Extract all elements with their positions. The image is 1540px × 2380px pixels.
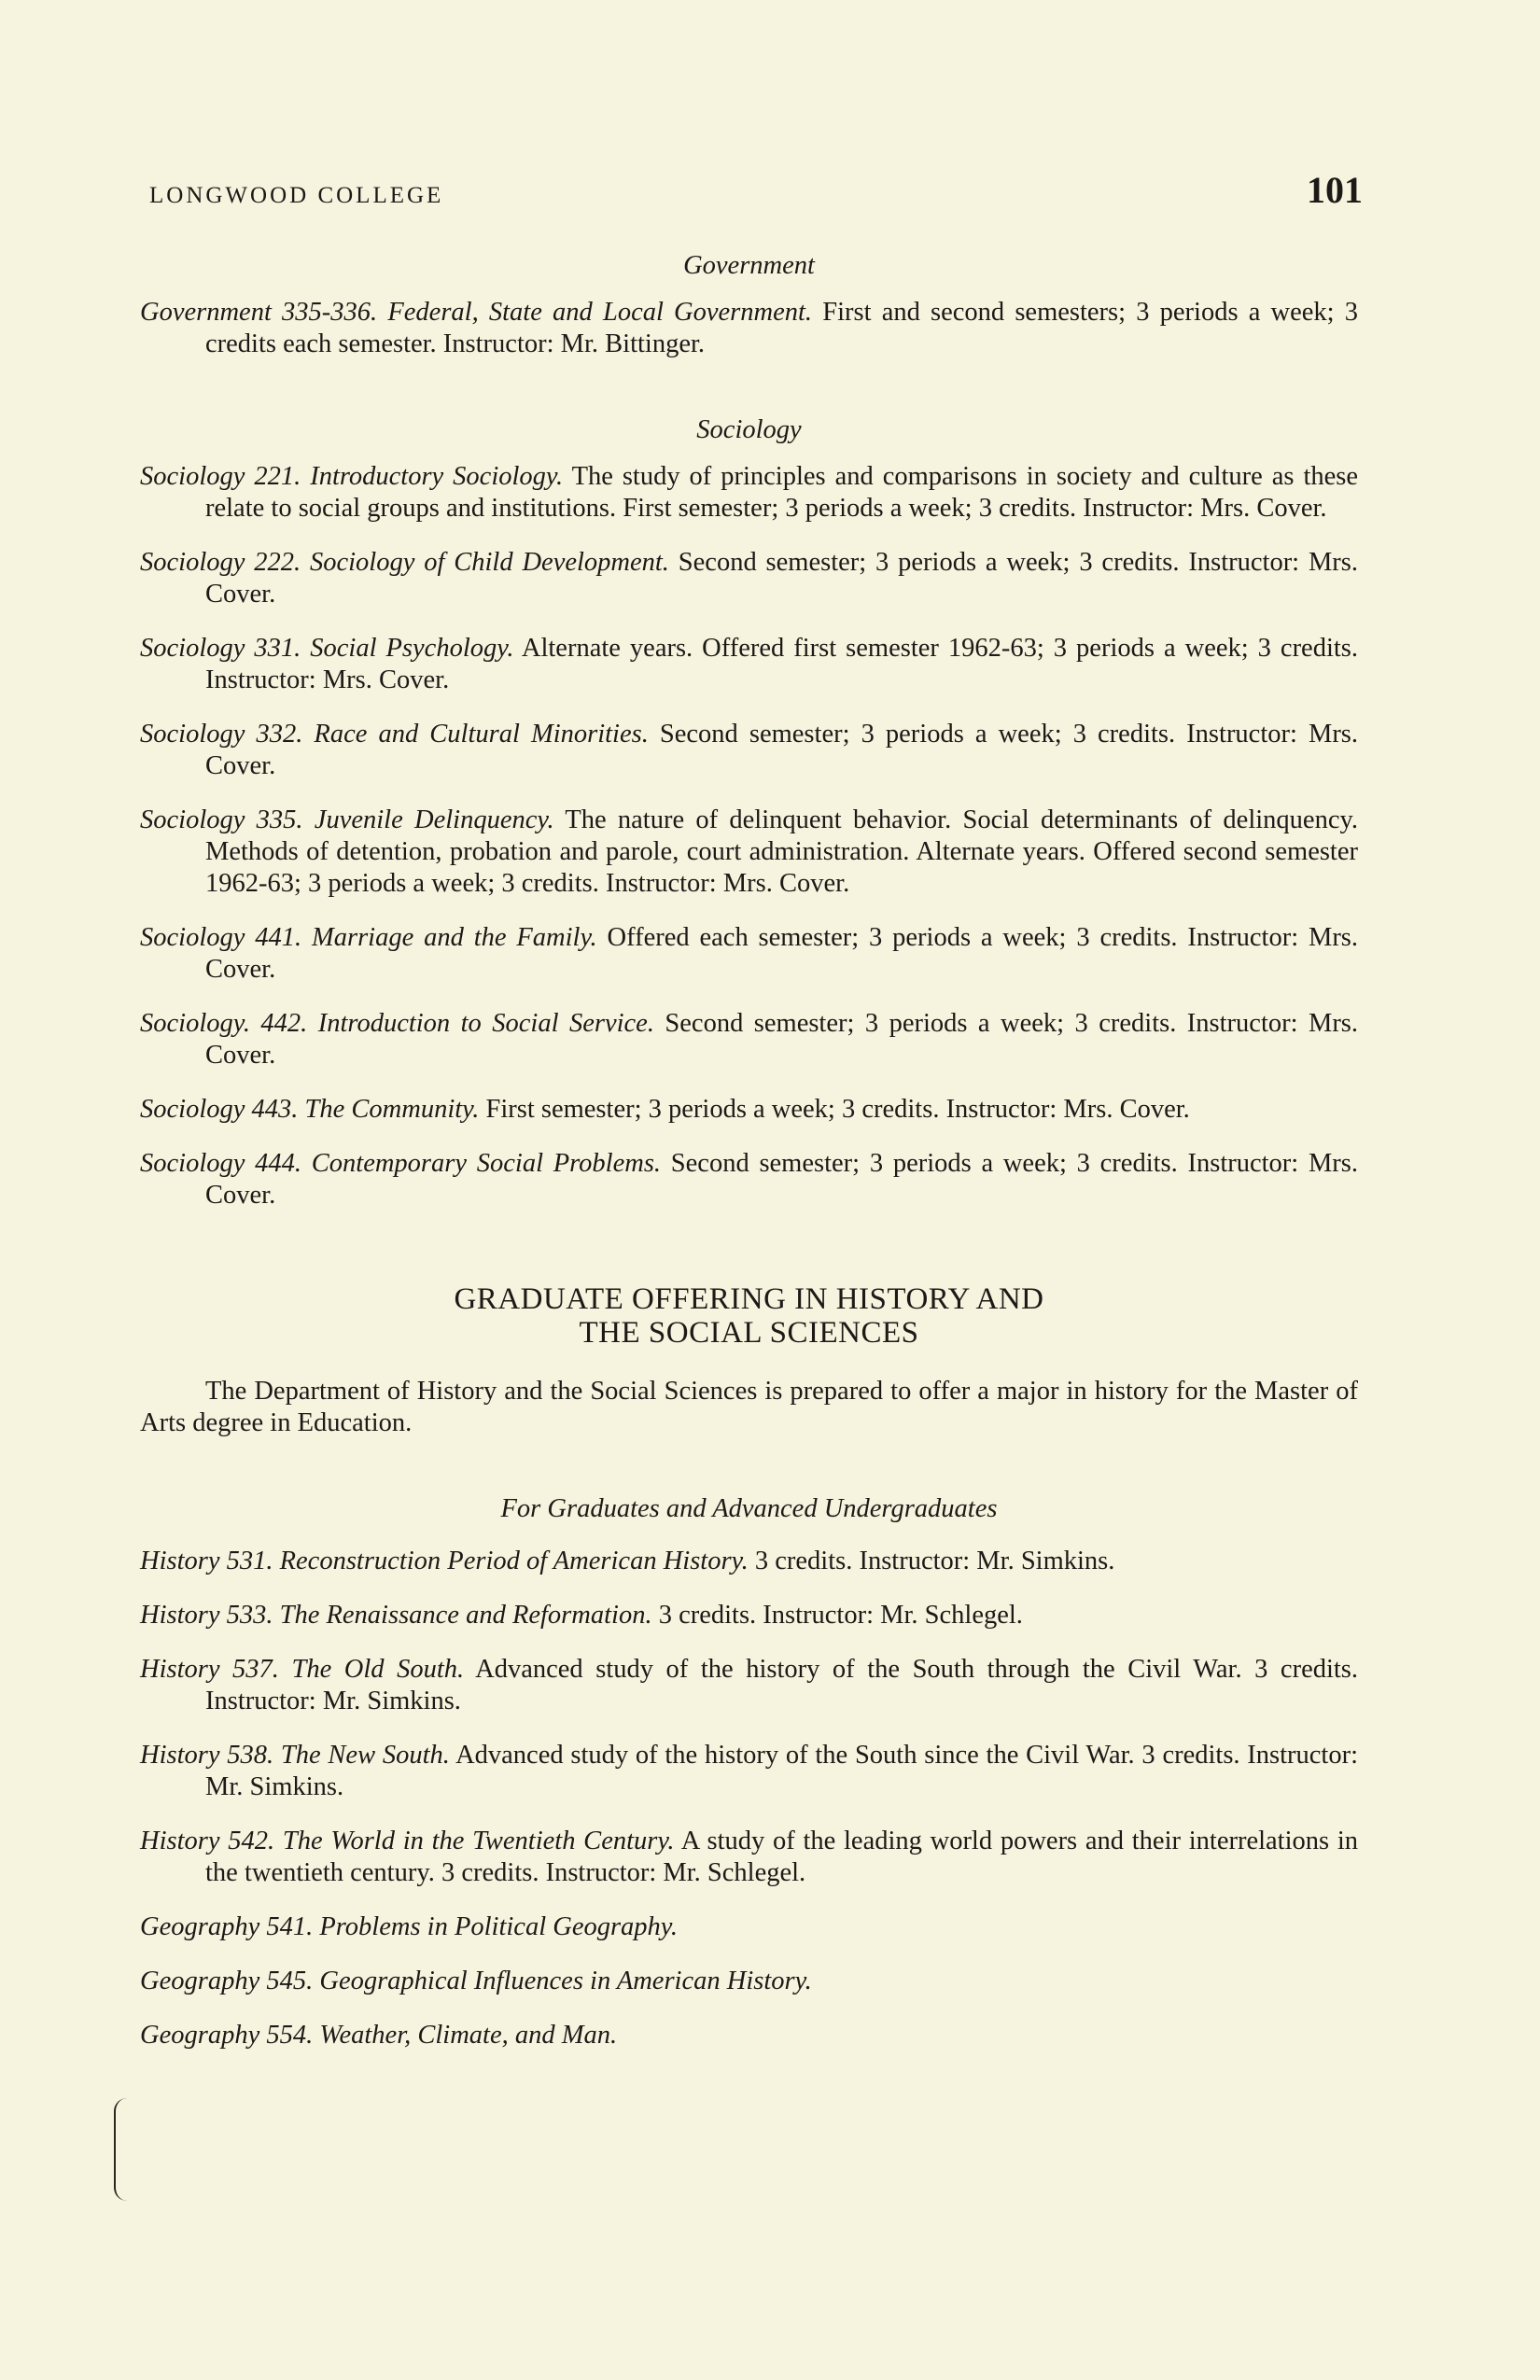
handwritten-brace-mark xyxy=(114,2098,133,2201)
course-entry xyxy=(140,2020,1358,2051)
course-code: Sociology 335. xyxy=(140,805,303,834)
college-name: LONGWOOD COLLEGE xyxy=(149,183,444,208)
course-title: Reconstruction Period of American History. xyxy=(279,1547,749,1575)
graduate-courses xyxy=(140,1546,1358,2051)
course-description: 3 credits. Instructor: Mr. Simkins. xyxy=(754,1547,1115,1575)
course-code: Sociology 222. xyxy=(140,548,301,577)
course-description: A study of the leading world powers and their interrelations in the twentieth century. 3 credits. Instructor: Mr. Schlegel. xyxy=(205,1827,1358,1887)
course-description: Alternate years. Offered first semester 1962-63; 3 periods a week; 3 credits. Instructor: Mrs. Cover. xyxy=(205,634,1359,694)
course-code: History 542. xyxy=(140,1827,275,1855)
course-entry xyxy=(140,719,1358,782)
course-title: Introductory Sociology. xyxy=(310,462,564,491)
course-entry xyxy=(140,1148,1358,1211)
course-entry xyxy=(140,1600,1358,1631)
course-entry xyxy=(140,1911,1358,1943)
course-description: Advanced study of the history of the South through the Civil War. 3 credits. Instructor: Mr. Simkins. xyxy=(205,1655,1359,1715)
running-head xyxy=(149,168,1363,212)
course-entry xyxy=(140,633,1358,696)
course-description: First and second semesters; 3 periods a week; 3 credits each semester. Instructor: Mr. Bittinger. xyxy=(205,298,1359,358)
course-code: Sociology 444. xyxy=(140,1149,302,1178)
course-code: Geography 541. xyxy=(140,1912,314,1941)
course-entry xyxy=(140,1654,1358,1717)
graduate-subheading: For Graduates and Advanced Undergraduates xyxy=(500,1494,998,1523)
course-entry xyxy=(140,1966,1358,1997)
course-title: The Renaissance and Reformation. xyxy=(279,1601,652,1630)
course-entry xyxy=(140,1740,1358,1803)
course-entry xyxy=(140,1826,1358,1889)
graduate-heading-line1: GRADUATE OFFERING IN HISTORY AND xyxy=(454,1282,1044,1316)
course-description: Advanced study of the history of the South since the Civil War. 3 credits. Instructor: Mr. Simkins. xyxy=(205,1741,1359,1801)
course-title: Race and Cultural Minorities. xyxy=(314,720,649,749)
course-code: Sociology 443. xyxy=(140,1095,299,1124)
course-title: Geographical Influences in American History. xyxy=(319,1967,812,1995)
course-title: Marriage and the Family. xyxy=(312,923,597,952)
course-title: Juvenile Delinquency. xyxy=(314,805,554,834)
page-number: 101 xyxy=(1307,169,1363,211)
course-entry xyxy=(140,297,1358,360)
course-title: Federal, State and Local Government. xyxy=(387,298,813,327)
course-description: Second semester; 3 periods a week; 3 credits. Instructor: Mrs. Cover. xyxy=(205,1149,1358,1210)
course-code: Government 335-336. xyxy=(140,298,378,327)
course-description: Second semester; 3 periods a week; 3 credits. Instructor: Mrs. Cover. xyxy=(205,548,1359,609)
course-description: 3 credits. Instructor: Mr. Schlegel. xyxy=(658,1601,1023,1630)
page-content xyxy=(140,250,1358,2051)
course-code: Sociology 221. xyxy=(140,462,301,491)
course-description: The nature of delinquent behavior. Social determinants of delinquency. Methods of detention, probation and parole, court administration. Alternate years. Offered second semester 1962-63; 3 periods a week; 3 credits. Instructor: Mrs. Cover. xyxy=(205,805,1358,898)
course-code: Sociology 441. xyxy=(140,923,302,952)
course-code: History 531. xyxy=(140,1547,273,1575)
section-heading-government: Government xyxy=(683,251,815,280)
course-title: Contemporary Social Problems. xyxy=(311,1149,662,1178)
course-title: Social Psychology. xyxy=(310,634,514,663)
course-code: History 538. xyxy=(140,1741,274,1770)
course-title: The World in the Twentieth Century. xyxy=(282,1827,675,1855)
course-title: The New South. xyxy=(280,1741,450,1770)
course-title: The Old South. xyxy=(291,1655,465,1684)
course-entry xyxy=(140,1094,1358,1126)
course-code: History 533. xyxy=(140,1601,273,1630)
graduate-heading-line2: THE SOCIAL SCIENCES xyxy=(579,1316,919,1350)
course-entry xyxy=(140,805,1358,900)
course-code: Sociology 332. xyxy=(140,720,303,749)
course-code: Sociology 331. xyxy=(140,634,301,663)
course-code: Sociology. 442. xyxy=(140,1009,308,1038)
course-title: Sociology of Child Development. xyxy=(309,548,669,577)
section-heading-sociology: Sociology xyxy=(696,415,802,444)
course-description: Second semester; 3 periods a week; 3 credits. Instructor: Mrs. Cover. xyxy=(205,720,1359,780)
graduate-heading xyxy=(140,1282,1358,1350)
course-code: Geography 554. xyxy=(140,2021,314,2050)
course-entry xyxy=(140,547,1358,610)
course-title: Problems in Political Geography. xyxy=(319,1912,679,1941)
course-description: Second semester; 3 periods a week; 3 credits. Instructor: Mrs. Cover. xyxy=(205,1009,1359,1070)
course-code: History 537. xyxy=(140,1655,279,1684)
course-code: Geography 545. xyxy=(140,1967,314,1995)
course-entry xyxy=(140,461,1358,525)
course-description: Offered each semester; 3 periods a week; 3 credits. Instructor: Mrs. Cover. xyxy=(205,923,1359,984)
course-entry xyxy=(140,922,1358,986)
sociology-courses xyxy=(140,461,1358,1211)
course-title: Weather, Climate, and Man. xyxy=(319,2021,618,2050)
course-title: Introduction to Social Service. xyxy=(317,1009,654,1038)
course-description: First semester; 3 periods a week; 3 credits. Instructor: Mrs. Cover. xyxy=(485,1095,1190,1124)
government-courses xyxy=(140,297,1358,360)
course-description: The study of principles and comparisons in society and culture as these relate to social groups and institutions. First semester; 3 periods a week; 3 credits. Instructor: Mrs. Cover. xyxy=(205,462,1359,523)
course-entry xyxy=(140,1008,1358,1071)
graduate-intro: The Department of History and the Social Sciences is prepared to offer a major in history for the Master of Arts degree in Education. xyxy=(140,1377,1358,1437)
course-title: The Community. xyxy=(304,1095,480,1124)
course-entry xyxy=(140,1546,1358,1577)
